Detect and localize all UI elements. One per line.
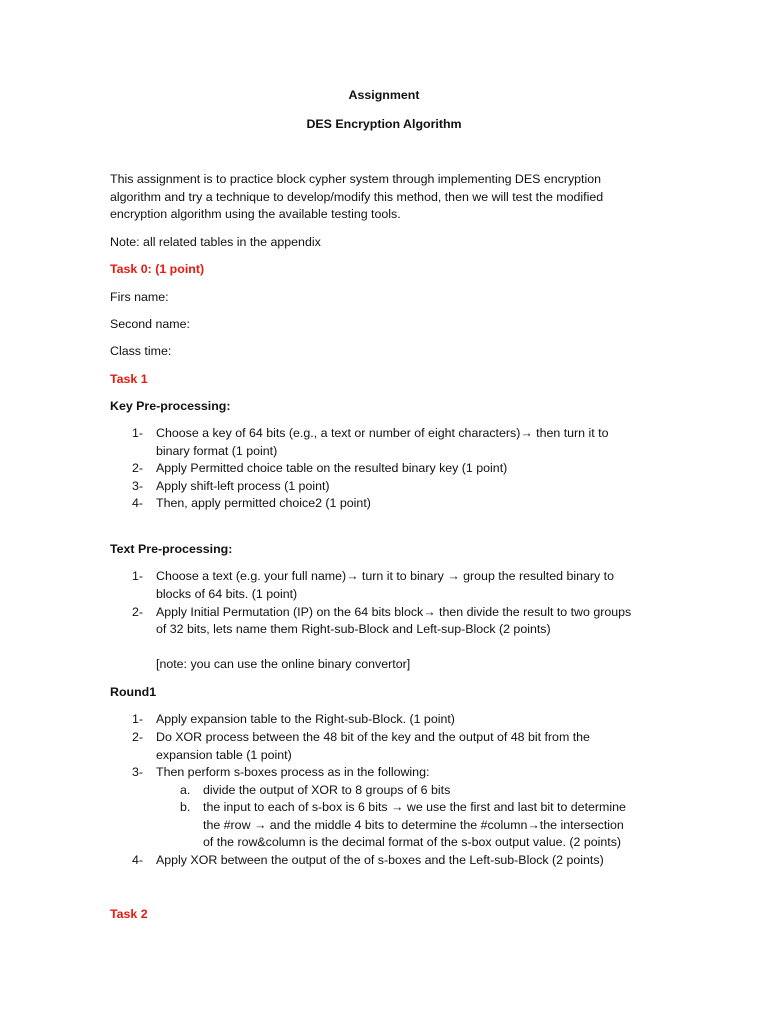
round1-heading: Round1 [110, 685, 157, 699]
list-text: expansion table (1 point) [156, 748, 292, 762]
sub-list-text: divide the output of XOR to 8 groups of 6 bits [203, 783, 451, 797]
list-number: 2- [132, 461, 144, 475]
task0-heading: Task 0: (1 point) [110, 262, 205, 276]
sub-list-text: the input to each of s-box is 6 bits → we use the first and last bit to determine [203, 800, 626, 814]
key-preprocessing-heading: Key Pre-processing: [110, 399, 231, 413]
list-text: Then perform s-boxes process as in the following: [156, 765, 430, 779]
list-number: 3- [132, 765, 144, 779]
list-number: 3- [132, 479, 144, 493]
intro-line: This assignment is to practice block cypher system through implementing DES encryption [110, 172, 602, 186]
list-number: 2- [132, 605, 144, 619]
class-time-field: Class time: [110, 344, 172, 358]
list-text: Apply Initial Permutation (IP) on the 64 bits block→ then divide the result to two groups [156, 605, 632, 619]
document-subtitle: DES Encryption Algorithm [306, 117, 462, 131]
list-text: Apply expansion table to the Right-sub-Block. (1 point) [156, 712, 455, 726]
list-number: 4- [132, 496, 144, 510]
list-text: of 32 bits, lets name them Right-sub-Block and Left-sup-Block (2 points) [156, 622, 551, 636]
first-name-field: Firs name: [110, 290, 169, 304]
list-number: 1- [132, 426, 144, 440]
list-text: Choose a text (e.g. your full name)→ turn it to binary → group the resulted binary to [156, 569, 614, 583]
sub-list-letter: a. [180, 783, 191, 797]
list-text: Choose a key of 64 bits (e.g., a text or number of eight characters)→ then turn it to [156, 426, 609, 440]
appendix-note: Note: all related tables in the appendix [110, 235, 321, 249]
note-text: [note: you can use the online binary convertor] [156, 657, 411, 671]
document-title: Assignment [348, 88, 420, 102]
list-text: Do XOR process between the 48 bit of the key and the output of 48 bit from the [156, 730, 590, 744]
text-preprocessing-heading: Text Pre-processing: [110, 542, 233, 556]
task2-heading: Task 2 [110, 907, 148, 921]
list-number: 1- [132, 569, 144, 583]
list-text: Apply shift-left process (1 point) [156, 479, 330, 493]
list-number: 4- [132, 853, 144, 867]
second-name-field: Second name: [110, 317, 190, 331]
list-number: 1- [132, 712, 144, 726]
sub-list-letter: b. [180, 800, 191, 814]
task1-heading: Task 1 [110, 372, 148, 386]
sub-list-text: of the row&column is the decimal format of the s-box output value. (2 points) [203, 835, 622, 849]
list-text: blocks of 64 bits. (1 point) [156, 587, 298, 601]
sub-list-text: the #row → and the middle 4 bits to determine the #column→the intersection [203, 818, 624, 832]
list-text: Then, apply permitted choice2 (1 point) [156, 496, 371, 510]
list-text: Apply Permitted choice table on the resulted binary key (1 point) [156, 461, 508, 475]
intro-line: encryption algorithm using the available testing tools. [110, 207, 401, 221]
list-text: Apply XOR between the output of the of s-boxes and the Left-sub-Block (2 points) [156, 853, 604, 867]
list-number: 2- [132, 730, 144, 744]
intro-line: algorithm and try a technique to develop/modify this method, then we will test the modified [110, 190, 604, 204]
list-text: binary format (1 point) [156, 444, 278, 458]
